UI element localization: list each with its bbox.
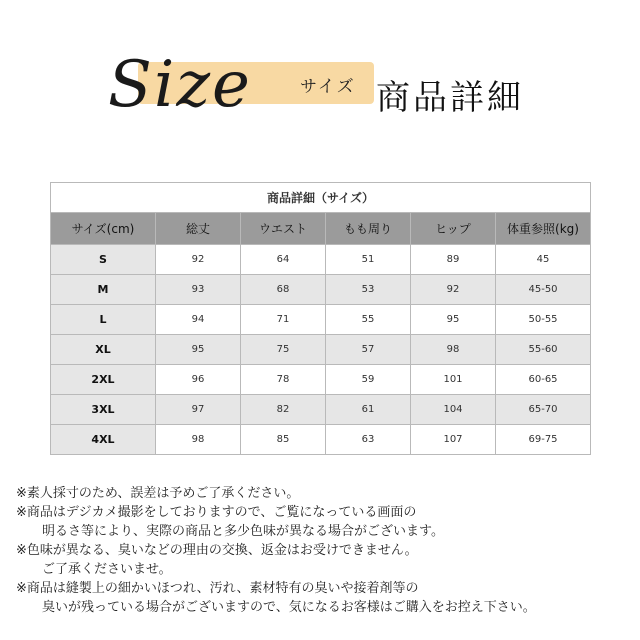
size-cell: 4XL [51,425,156,455]
table-header-row [51,213,591,245]
column-header: 総丈 [156,213,241,245]
table-row [51,425,591,455]
table-cell: 101 [411,365,496,395]
header [0,0,640,150]
table-cell: 89 [411,245,496,275]
note-line: ※色味が異なる、臭いなどの理由の交換、返金はお受けできません。 [16,543,418,558]
note-line: 臭いが残っている場合がございますので、気になるお客様はご購入をお控え下さい。 [42,600,536,615]
table-cell: 104 [411,395,496,425]
table-cell: 78 [241,365,326,395]
table-cell: 69-75 [496,425,591,455]
note-line: ※素人採寸のため、誤差は予めご了承ください。 [16,486,300,501]
table-cell: 71 [241,305,326,335]
table-row [51,335,591,365]
table-cell: 92 [411,275,496,305]
column-header: もも周り [326,213,411,245]
size-cell: M [51,275,156,305]
column-header: 体重参照(kg) [496,213,591,245]
table-cell: 82 [241,395,326,425]
table-cell: 59 [326,365,411,395]
column-header: ウエスト [241,213,326,245]
table-cell: 96 [156,365,241,395]
table-cell: 68 [241,275,326,305]
column-header: サイズ(cm) [51,213,156,245]
table-cell: 93 [156,275,241,305]
size-table [50,182,591,455]
table-cell: 64 [241,245,326,275]
note-line: ※商品は縫製上の細かいほつれ、汚れ、素材特有の臭いや接着剤等の [16,581,419,596]
size-cell: 2XL [51,365,156,395]
table-row [51,305,591,335]
note-line: 明るさ等により、実際の商品と多少色味が異なる場合がございます。 [42,524,444,539]
note-line: ご了承くださいませ。 [42,562,172,577]
notes [16,484,636,617]
table-cell: 51 [326,245,411,275]
size-table-container [50,182,590,455]
size-script-word: Size [108,48,252,122]
table-cell: 63 [326,425,411,455]
column-header: ヒップ [411,213,496,245]
table-cell: 107 [411,425,496,455]
size-cell: XL [51,335,156,365]
table-cell: 53 [326,275,411,305]
table-cell: 95 [411,305,496,335]
table-cell: 98 [411,335,496,365]
size-cell: S [51,245,156,275]
size-katakana-label: サイズ [300,77,356,97]
table-cell: 95 [156,335,241,365]
table-cell: 92 [156,245,241,275]
table-row [51,275,591,305]
table-cell: 75 [241,335,326,365]
table-cell: 97 [156,395,241,425]
size-cell: L [51,305,156,335]
table-row [51,395,591,425]
table-cell: 45-50 [496,275,591,305]
table-cell: 65-70 [496,395,591,425]
table-cell: 45 [496,245,591,275]
size-cell: 3XL [51,395,156,425]
table-cell: 85 [241,425,326,455]
table-cell: 57 [326,335,411,365]
table-cell: 98 [156,425,241,455]
table-cell: 60-65 [496,365,591,395]
table-cell: 55 [326,305,411,335]
table-cell: 94 [156,305,241,335]
table-caption: 商品詳細（サイズ） [51,183,591,213]
table-cell: 61 [326,395,411,425]
table-cell: 50-55 [496,305,591,335]
table-row [51,245,591,275]
table-row [51,365,591,395]
table-cell: 55-60 [496,335,591,365]
page-title: 商品詳細 [376,78,524,118]
note-line: ※商品はデジカメ撮影をしておりますので、ご覧になっている画面の [16,505,417,520]
